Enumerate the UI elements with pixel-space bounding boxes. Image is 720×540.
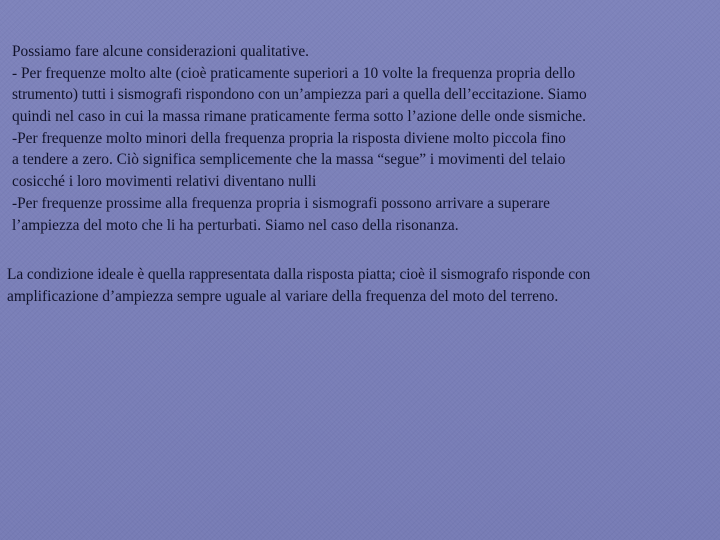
- text-line: -Per frequenze prossime alla frequenza propria i sismografi possono arrivare a superare: [12, 194, 551, 212]
- text-line: La condizione ideale è quella rappresentata dalla risposta piatta; cioè il sismografo risponde con: [7, 266, 591, 283]
- text-line: a tendere a zero. Ciò significa semplicemente che la massa “segue” i movimenti del telaio: [12, 151, 566, 169]
- ideal-condition-text: [7, 264, 590, 307]
- text-line: quindi nel caso in cui la massa rimane praticamente ferma sotto l’azione delle onde sismiche.: [12, 108, 586, 126]
- text-line: -Per frequenze molto minori della frequenza propria la risposta diviene molto piccola fino: [12, 129, 566, 147]
- qualitative-considerations-text: [12, 41, 587, 236]
- text-line: - Per frequenze molto alte (cioè praticamente superiori a 10 volte la frequenza propria dello: [12, 64, 576, 82]
- text-line: l’ampiezza del moto che li ha perturbati. Siamo nel caso della risonanza.: [12, 216, 459, 234]
- text-line: Possiamo fare alcune considerazioni qualitative.: [12, 43, 310, 60]
- text-line: cosicché i loro movimenti relativi diventano nulli: [12, 173, 317, 191]
- text-line: strumento) tutti i sismografi rispondono con un’ampiezza pari a quella dell’eccitazione. Siamo: [12, 86, 587, 104]
- text-line: amplificazione d’ampiezza sempre uguale al variare della frequenza del moto del terreno.: [7, 287, 559, 305]
